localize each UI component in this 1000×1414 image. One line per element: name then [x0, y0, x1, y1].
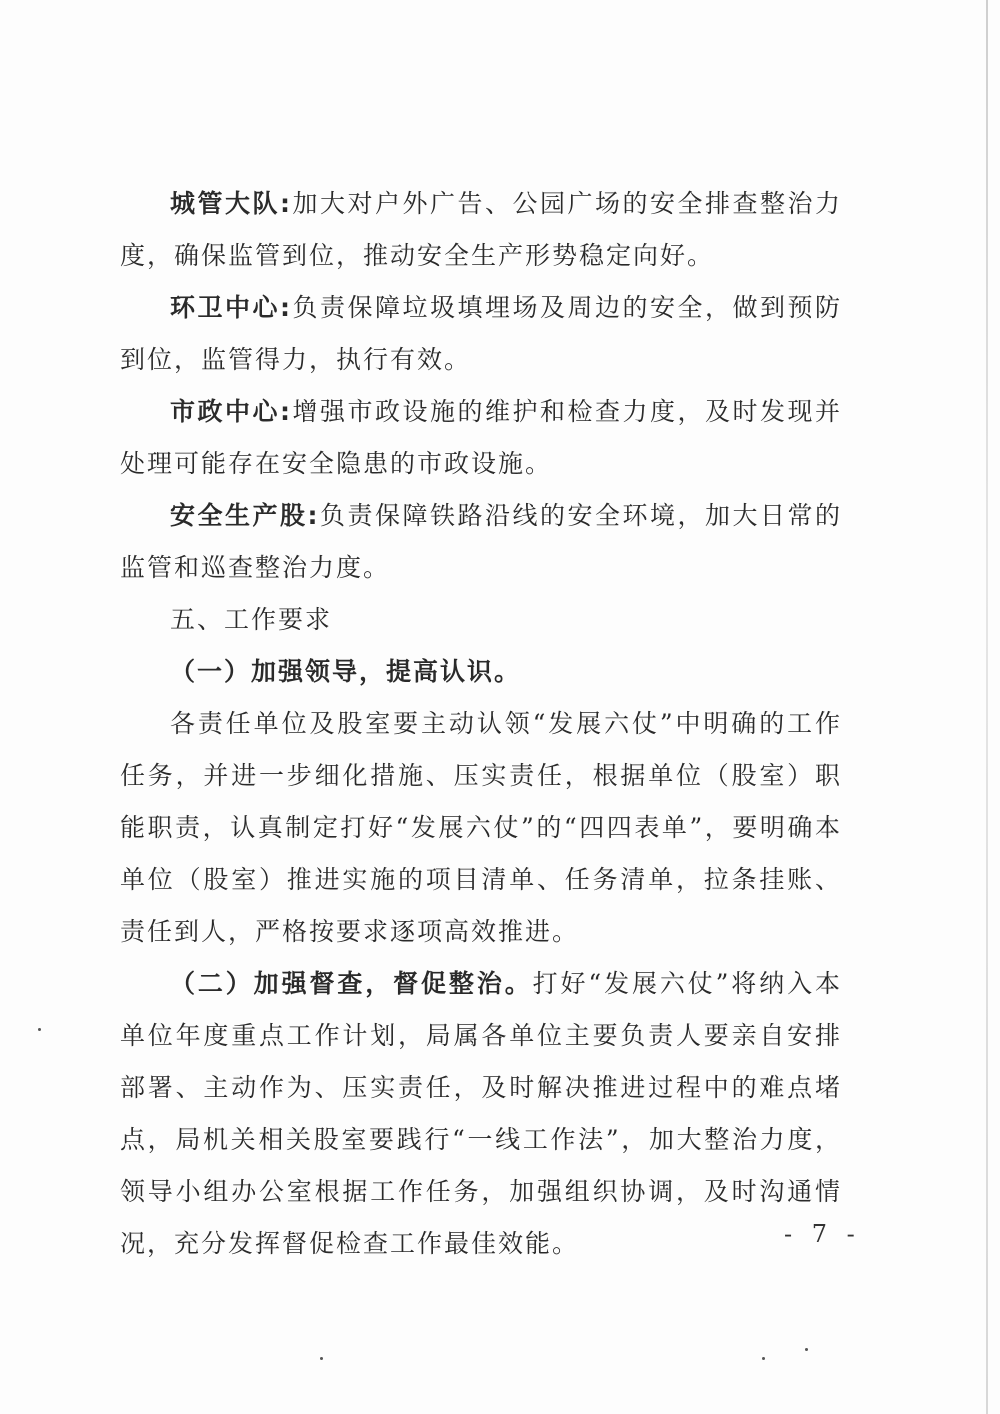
section-heading: 五、工作要求 — [170, 605, 333, 634]
unit-label: 环卫中心: — [170, 293, 292, 322]
paragraph-text: 负责保障铁路沿线的安全环境，加大日常的监管和巡查整治力度。 — [120, 501, 842, 582]
unit-label: 安全生产股: — [170, 501, 320, 530]
unit-label: 城管大队: — [170, 189, 292, 218]
page-number: - 7 - — [784, 1220, 861, 1248]
paragraph-shizheng — [120, 386, 842, 490]
document-body — [120, 178, 842, 1270]
subsection-heading-2: （二）加强督查，督促整治。 — [170, 969, 533, 998]
scan-speck — [762, 1357, 765, 1360]
scan-speck — [805, 1348, 808, 1351]
subsection-text-2: 打好“发展六仗”将纳入本单位年度重点工作计划，局属各单位主要负责人要亲自安排部署、主动作为、压实责任，及时解决推进过程中的难点堵点，局机关相关股室要践行“一线工作法”，加大整治力度，领导小组办公室根据工作任务，加强组织协调，及时沟通情况，充分发挥督促检查工作最佳效能。 — [120, 969, 842, 1258]
subsection-2 — [120, 958, 842, 1270]
paragraph-anquan — [120, 490, 842, 594]
subsection-text-1: 各责任单位及股室要主动认领“发展六仗”中明确的工作任务，并进一步细化措施、压实责任，根据单位（股室）职能职责，认真制定打好“发展六仗”的“四四表单”，要明确本单位（股室）推进实施的项目清单、任务清单，拉条挂账、责任到人，严格按要求逐项高效推进。 — [120, 709, 842, 946]
scan-edge-line — [986, 0, 988, 1414]
scan-speck — [38, 1028, 41, 1031]
paragraph-text: 增强市政设施的维护和检查力度，及时发现并处理可能存在安全隐患的市政设施。 — [120, 397, 842, 478]
subsection-heading-1: （一）加强领导，提高认识。 — [170, 657, 522, 686]
paragraph-text: 负责保障垃圾填埋场及周边的安全，做到预防到位，监管得力，执行有效。 — [120, 293, 842, 374]
paragraph-huanwei — [120, 282, 842, 386]
scan-speck — [320, 1357, 323, 1360]
paragraph-chengguan — [120, 178, 842, 282]
unit-label: 市政中心: — [170, 397, 292, 426]
paragraph-text: 加大对户外广告、公园广场的安全排查整治力度，确保监管到位，推动安全生产形势稳定向好。 — [120, 189, 842, 270]
